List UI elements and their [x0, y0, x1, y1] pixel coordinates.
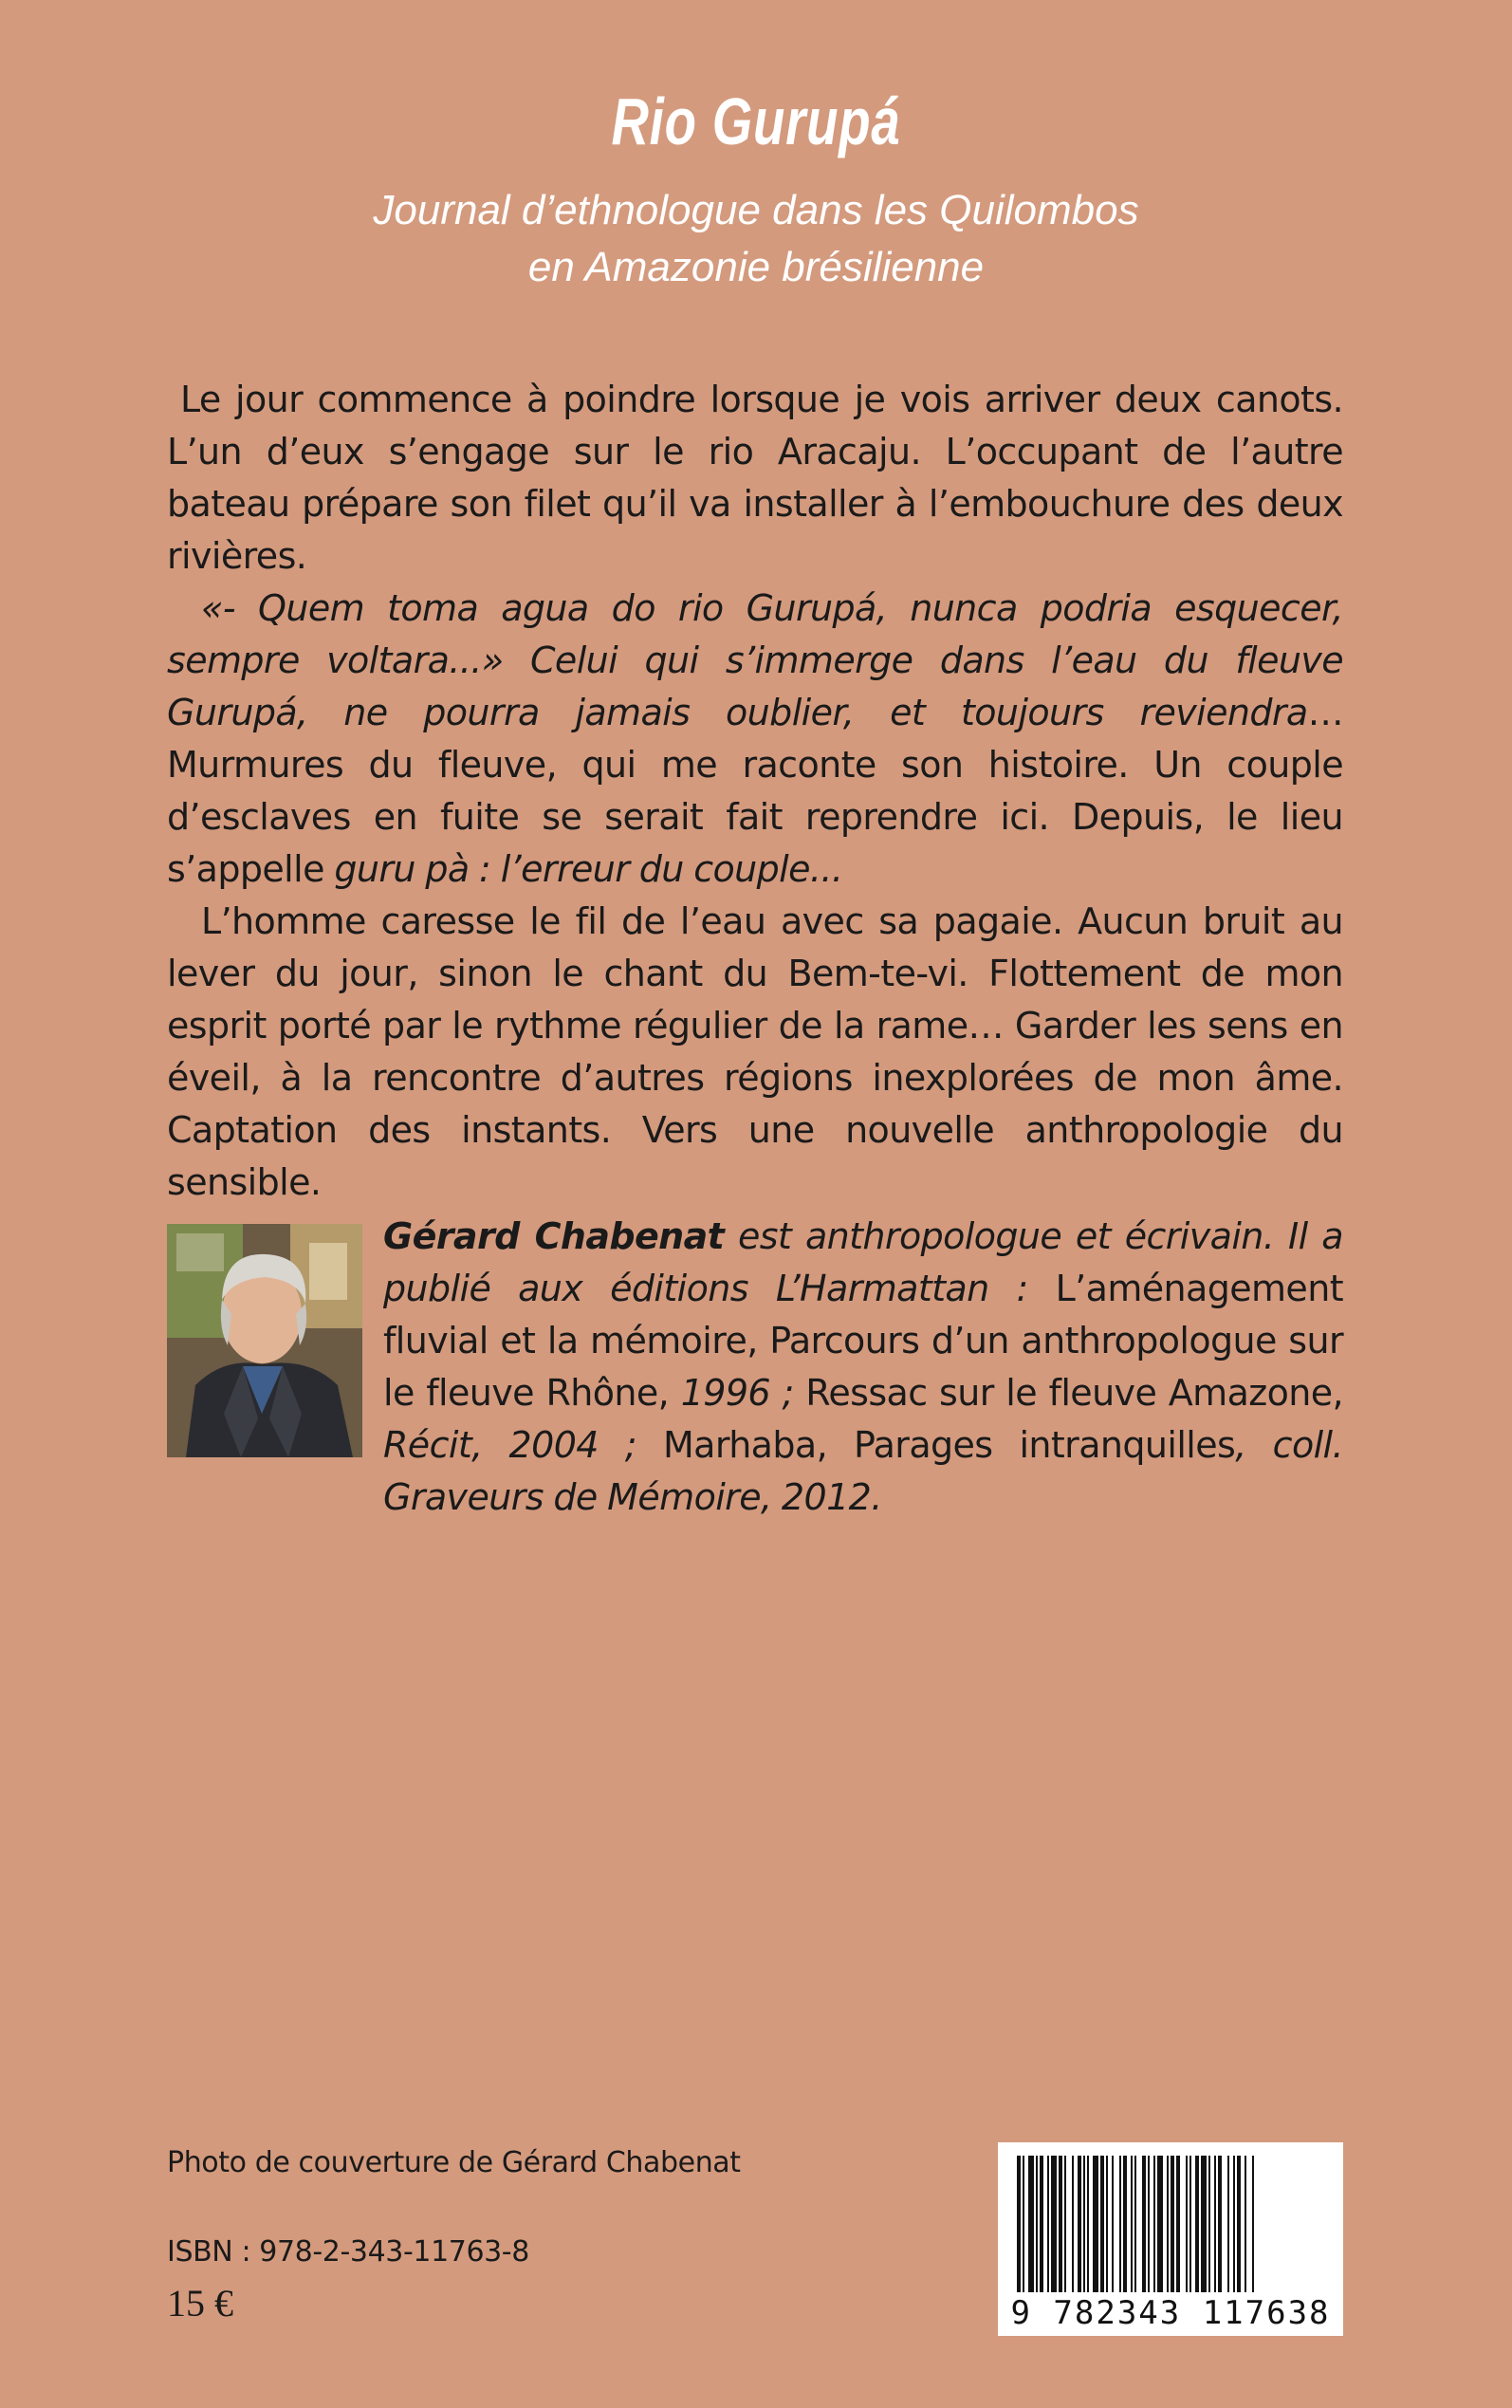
book-subtitle	[0, 182, 1512, 296]
barcode-bar	[1064, 2156, 1066, 2292]
author-book-3: Marhaba, Parages intranquilles	[662, 1424, 1236, 1466]
barcode-bar	[1245, 2156, 1246, 2292]
book-title: Rio Gurupá	[611, 84, 901, 158]
barcode-bar	[1093, 2156, 1098, 2292]
author-book-2-meta: Récit, 2004 ;	[383, 1424, 663, 1466]
barcode-bar	[1112, 2156, 1114, 2292]
price: 15 €	[167, 2282, 233, 2325]
barcode-bar	[1201, 2156, 1207, 2292]
blurb-paragraph-1: Le jour commence à poindre lorsque je vois arriver deux canots. L’un d’eux s’engage sur le rio Aracaju. L’occupant de l’autre bateau prépare son filet qu’il va installer à l’embouchure des deux rivières.	[167, 379, 1343, 577]
barcode-bar	[1171, 2156, 1174, 2292]
barcode-bar	[1167, 2156, 1169, 2292]
barcode-bar	[1189, 2156, 1191, 2292]
barcode-bar	[1119, 2156, 1121, 2292]
barcode-bar	[1123, 2156, 1127, 2292]
barcode-bar	[1072, 2156, 1074, 2292]
barcode-bar	[1153, 2156, 1155, 2292]
barcode-bar	[1106, 2156, 1108, 2292]
barcode-bar	[1023, 2156, 1024, 2292]
barcode-bar	[1214, 2156, 1216, 2292]
subtitle-line-1: Journal d’ethnologue dans les Quilombos	[373, 187, 1139, 233]
barcode-digits: 9 782343 117638	[1010, 2294, 1331, 2332]
barcode-bar	[1227, 2156, 1229, 2292]
author-name: Gérard Chabenat	[383, 1215, 725, 1257]
blurb-paragraph-2-text: … Murmures du fleuve, qui me raconte son histoire. Un couple d’esclaves en fuite se serait fait reprendre ici. Depuis, le lieu s’appelle	[167, 692, 1343, 890]
barcode-bar	[1237, 2156, 1241, 2292]
barcode-bar	[1186, 2156, 1188, 2292]
blurb-quote: «- Quem toma agua do rio Gurupá, nunca podria esquecer, sempre voltara...» Celui qui s’immerge dans l’eau du fleuve Gurupá, ne pourra jamais oublier, et toujours reviendra	[167, 587, 1343, 733]
barcode-bar	[1083, 2156, 1085, 2292]
barcode-bar	[1134, 2156, 1136, 2292]
barcode-bar	[1100, 2156, 1104, 2292]
barcode-bar	[1142, 2156, 1146, 2292]
subtitle-line-2: en Amazonie brésilienne	[527, 244, 985, 290]
barcode-bar	[1059, 2156, 1062, 2292]
blurb-paragraph-2-italic-end: guru pà : l’erreur du couple...	[334, 848, 843, 890]
barcode-bar	[1017, 2156, 1021, 2292]
barcode-bar	[1176, 2156, 1180, 2292]
barcode-bar	[1047, 2156, 1049, 2292]
author-book-1: L’aménagement fluvial et la mémoire, Parcours d’un anthropologue sur le fleuve Rhône,	[383, 1268, 1343, 1414]
author-bio	[167, 1211, 1343, 1524]
barcode-bar	[1252, 2156, 1254, 2292]
barcode-bar	[1218, 2156, 1222, 2292]
author-book-2: Ressac sur le fleuve Amazone,	[805, 1372, 1343, 1414]
blurb-paragraph-2	[167, 583, 1343, 896]
isbn: ISBN : 978-2-343-11763-8	[167, 2235, 529, 2269]
barcode-bar	[1040, 2156, 1043, 2292]
barcode-bar	[1078, 2156, 1081, 2292]
barcode-bar	[1036, 2156, 1038, 2292]
author-book-3-meta: , coll. Graveurs de Mémoire, 2012.	[383, 1424, 1343, 1518]
barcode-bar	[1028, 2156, 1034, 2292]
barcode-bar	[1208, 2156, 1210, 2292]
back-cover-blurb	[167, 374, 1343, 1209]
barcode	[998, 2142, 1343, 2336]
barcode-bar	[1233, 2156, 1235, 2292]
author-book-1-year: 1996 ;	[669, 1372, 806, 1414]
barcode-bar	[1195, 2156, 1199, 2292]
barcode-bar	[1051, 2156, 1057, 2292]
barcode-bar	[1087, 2156, 1089, 2292]
barcode-bar	[1148, 2156, 1150, 2292]
photo-credit: Photo de couverture de Gérard Chabenat	[167, 2146, 741, 2179]
author-intro: est anthropologue et écrivain. Il a publié aux éditions L’Harmattan :	[383, 1215, 1343, 1309]
barcode-bar	[1131, 2156, 1133, 2292]
barcode-bar	[1157, 2156, 1163, 2292]
blurb-paragraph-3: L’homme caresse le fil de l’eau avec sa pagaie. Aucun bruit au lever du jour, sinon le chant du Bem-te-vi. Flottement de mon esprit porté par le rythme régulier de la rame… Garder les sens en éveil, à la rencontre d’autres régions inexplorées de mon âme. Captation des instants. Vers une nouvelle anthropologie du sensible.	[167, 900, 1343, 1203]
